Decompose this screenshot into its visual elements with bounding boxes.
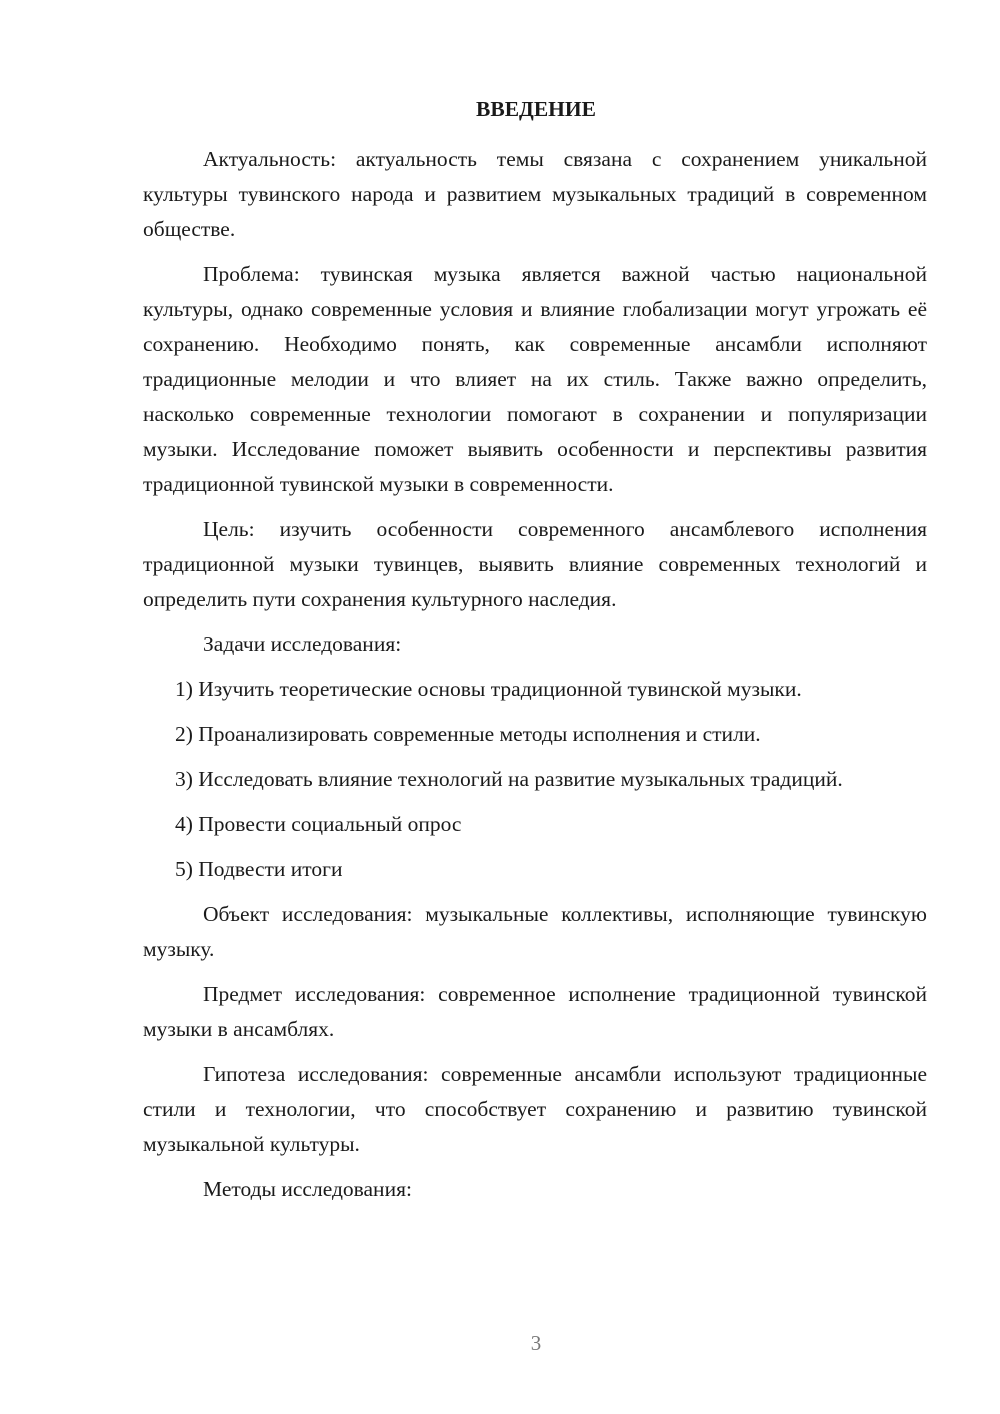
- goal-paragraph: Цель: изучить особенности современного ансамблевого исполнения традиционной музыки тувинцев, выявить влияние современных технологий и определить пути сохранения культурного наследия.: [143, 517, 927, 611]
- task-item-4: 4) Провести социальный опрос: [175, 812, 462, 836]
- problem-paragraph: Проблема: тувинская музыка является важной частью национальной культуры, однако современные условия и влияние глобализации могут угрожать её сохранению. Необходимо понять, как современные ансамбли исполняют традиционные мелодии и что влияет на их стиль. Также важно определить, насколько современные технологии помогают в сохранении и популяризации музыки. Исследование поможет выявить особенности и перспективы развития традиционной тувинской музыки в современности.: [143, 262, 927, 496]
- task-item-1: 1) Изучить теоретические основы традиционной тувинской музыки.: [175, 677, 802, 701]
- relevance-paragraph: Актуальность: актуальность темы связана с сохранением уникальной культуры тувинского народа и развитием музыкальных традиций в современном обществе.: [143, 147, 927, 241]
- tasks-heading: Задачи исследования:: [203, 632, 402, 656]
- subject-paragraph: Предмет исследования: современное исполнение традиционной тувинской музыки в ансамблях.: [143, 982, 927, 1041]
- task-item-3: 3) Исследовать влияние технологий на развитие музыкальных традиций.: [175, 767, 843, 791]
- methods-heading: Методы исследования:: [203, 1177, 412, 1201]
- task-item-5: 5) Подвести итоги: [175, 857, 343, 881]
- object-paragraph: Объект исследования: музыкальные коллективы, исполняющие тувинскую музыку.: [143, 902, 927, 961]
- task-item-2: 2) Проанализировать современные методы исполнения и стили.: [175, 722, 761, 746]
- page-number: 3: [530, 1331, 542, 1355]
- hypothesis-paragraph: Гипотеза исследования: современные ансамбли используют традиционные стили и технологии, что способствует сохранению и развитию тувинской музыкальной культуры.: [143, 1062, 927, 1156]
- section-title: ВВЕДЕНИЕ: [476, 97, 596, 121]
- document-page: [143, 92, 927, 1217]
